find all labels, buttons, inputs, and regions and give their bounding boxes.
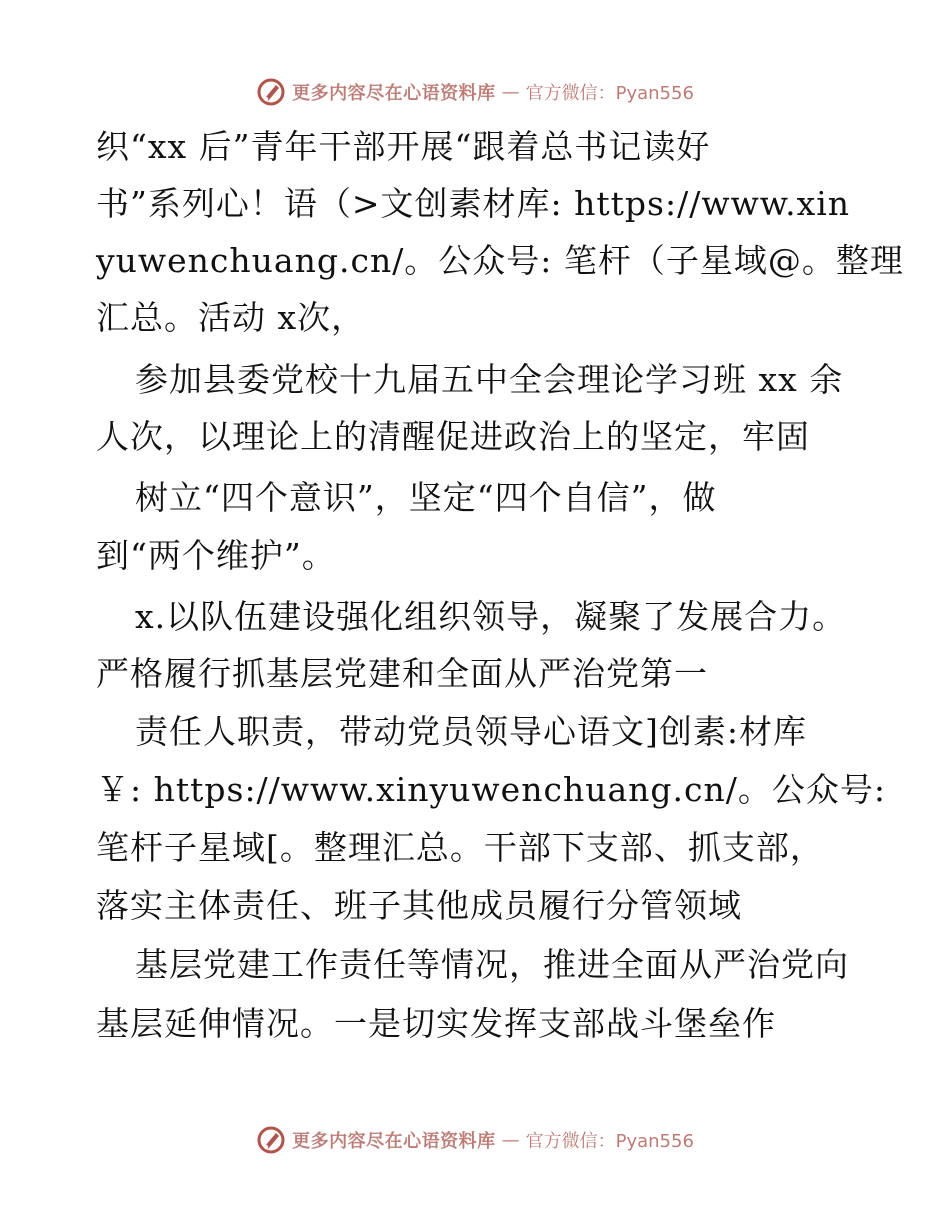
body-line-3: yuwenchuang.cn/。公众号: 笔杆（子星域@。整理 bbox=[96, 241, 904, 280]
header-banner-text: 更多内容尽在心语资料库 bbox=[292, 83, 496, 104]
body-line-14: 落实主体责任、班子其他成员履行分管领域 bbox=[96, 886, 742, 925]
body-line-4: 汇总。活动 x次， bbox=[96, 298, 366, 337]
body-line-11: 责任人职责，带动党员领导心语文]创素:材库 bbox=[135, 712, 807, 751]
header-contact: 官方微信：Pyan556 bbox=[525, 83, 694, 104]
pen-logo-icon bbox=[256, 1125, 286, 1155]
footer-banner-text: 更多内容尽在心语资料库 bbox=[292, 1131, 496, 1152]
body-line-2: 书”系列心！语（>文创素材库: https://www.xin bbox=[96, 184, 851, 223]
body-line-5: 参加县委党校十九届五中全会理论学习班 xx 余 bbox=[135, 360, 844, 399]
header-banner-dash: — bbox=[501, 81, 520, 103]
body-line-12: ￥: https://www.xinyuwenchuang.cn/。公众号: bbox=[96, 770, 886, 809]
body-line-8: 到“两个维护”。 bbox=[96, 536, 336, 575]
body-line-15: 基层党建工作责任等情况，推进全面从严治党向 bbox=[135, 945, 849, 984]
body-line-6: 人次，以理论上的清醒促进政治上的坚定，牢固 bbox=[96, 417, 810, 456]
page-footer-banner bbox=[0, 1120, 950, 1160]
footer-banner-dash: — bbox=[501, 1129, 520, 1151]
body-line-9: x.以队伍建设强化组织领导，凝聚了发展合力。 bbox=[135, 597, 847, 636]
body-line-16: 基层延伸情况。一是切实发挥支部战斗堡垒作 bbox=[96, 1004, 776, 1043]
body-line-10: 严格履行抓基层党建和全面从严治党第一 bbox=[96, 654, 708, 693]
body-line-1: 织“xx 后”青年干部开展“跟着总书记读好 bbox=[96, 127, 711, 166]
body-line-7: 树立“四个意识”，坚定“四个自信”，做 bbox=[135, 478, 717, 517]
footer-contact: 官方微信：Pyan556 bbox=[525, 1131, 694, 1152]
body-line-13: 笔杆子星域[。整理汇总。干部下支部、抓支部， bbox=[96, 828, 824, 867]
